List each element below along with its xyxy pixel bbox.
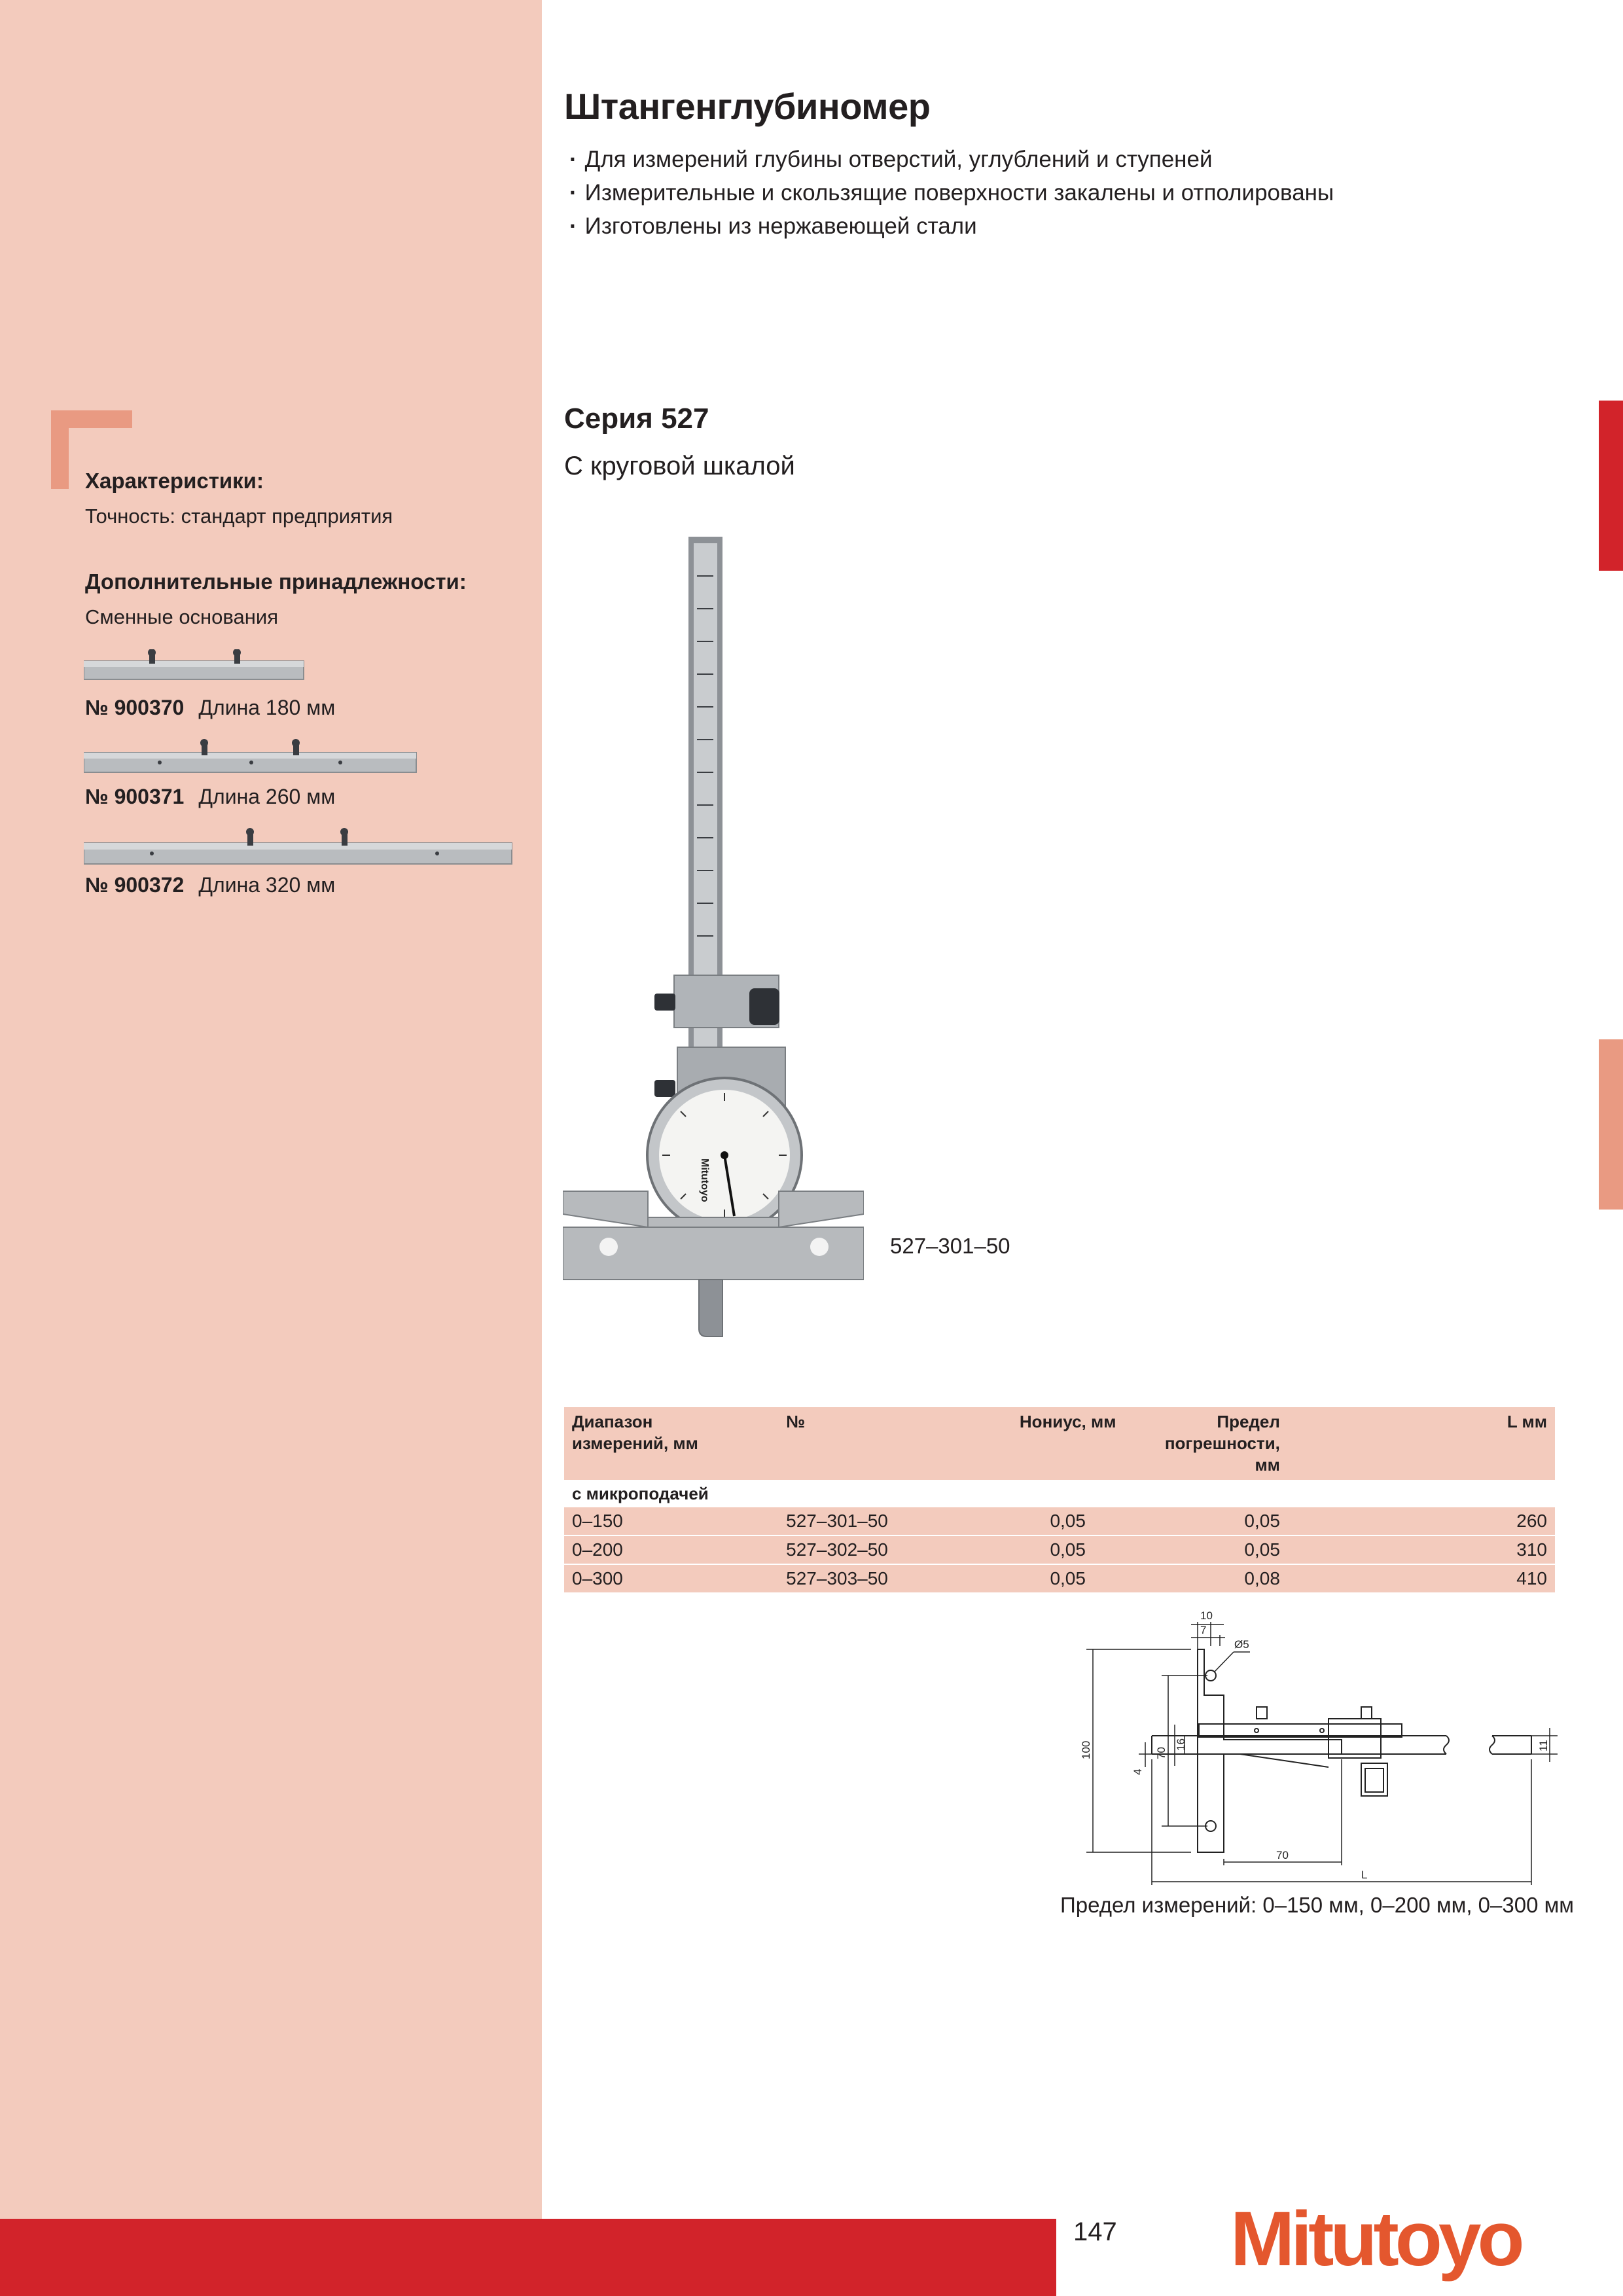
header-length: L мм	[1476, 1407, 1555, 1480]
dimension-drawing	[1060, 1590, 1558, 1892]
dim-L: L	[1361, 1869, 1368, 1881]
cell-vernier: 0,05	[979, 1507, 1157, 1535]
base-length: Длина 260 мм	[198, 785, 336, 808]
base-900371-label	[85, 785, 335, 809]
base-900372-label	[85, 873, 335, 897]
page-number: 147	[1073, 2217, 1117, 2246]
base-code: № 900372	[85, 873, 185, 897]
cell-range: 0–300	[564, 1564, 757, 1592]
feature-list	[564, 143, 1334, 243]
sidebar-panel	[0, 0, 542, 2296]
cell-code: 527–301–50	[757, 1507, 978, 1535]
cell-length: 310	[1476, 1535, 1555, 1564]
drawing-caption: Предел измерений: 0–150 мм, 0–200 мм, 0–300 мм	[1060, 1893, 1574, 1917]
dim-7: 7	[1200, 1624, 1207, 1636]
accessories-heading: Дополнительные принадлежности:	[85, 569, 467, 594]
accessories-subheading: Сменные основания	[85, 605, 278, 628]
photo-caption: 527–301–50	[890, 1234, 1010, 1258]
base-length: Длина 180 мм	[198, 696, 336, 719]
cell-vernier: 0,05	[979, 1535, 1157, 1564]
characteristics-heading: Характеристики:	[85, 469, 264, 493]
header-vernier: Нониус, мм	[979, 1407, 1157, 1480]
section-tab-pink	[1599, 1039, 1623, 1210]
base-code: № 900370	[85, 696, 185, 719]
base-900370-image	[84, 649, 306, 682]
cell-length: 410	[1476, 1564, 1555, 1592]
cell-code: 527–302–50	[757, 1535, 978, 1564]
dim-70-vertical: 70	[1155, 1747, 1168, 1759]
dim-70-horizontal: 70	[1276, 1849, 1289, 1861]
cell-range: 0–200	[564, 1535, 757, 1564]
header-error: Предел погрешности, мм	[1157, 1407, 1476, 1480]
cell-error: 0,08	[1157, 1564, 1476, 1592]
header-range: Диапазон измерений, мм	[564, 1407, 757, 1480]
table-group-row	[564, 1480, 1555, 1507]
header-code: №	[757, 1407, 978, 1480]
table-header-row	[564, 1407, 1555, 1480]
base-length: Длина 320 мм	[198, 873, 336, 897]
cell-range: 0–150	[564, 1507, 757, 1535]
base-900372-image	[84, 827, 516, 867]
cell-length: 260	[1476, 1507, 1555, 1535]
dim-4: 4	[1132, 1768, 1144, 1775]
accuracy-text: Точность: стандарт предприятия	[85, 505, 393, 528]
table-row	[564, 1535, 1555, 1564]
dial-brand: Mitutoyo	[699, 1158, 710, 1202]
dim-10: 10	[1200, 1609, 1213, 1622]
dim-16: 16	[1175, 1738, 1187, 1751]
feature-item: · Изготовлены из нержавеющей стали	[564, 209, 1334, 243]
cell-error: 0,05	[1157, 1507, 1476, 1535]
footer-bar	[0, 2219, 1056, 2296]
dim-hole: Ø5	[1234, 1638, 1249, 1651]
group-label: с микроподачей	[572, 1483, 709, 1503]
base-900371-image	[84, 738, 424, 775]
cell-code: 527–303–50	[757, 1564, 978, 1592]
dim-100: 100	[1080, 1740, 1092, 1759]
table-row	[564, 1507, 1555, 1535]
feature-item: · Для измерений глубины отверстий, углублений и ступеней	[564, 143, 1334, 176]
table-row	[564, 1564, 1555, 1592]
brand-logo: Mitutoyo	[1230, 2196, 1521, 2282]
dim-11: 11	[1537, 1740, 1550, 1751]
series-subtitle: С круговой шкалой	[564, 452, 795, 480]
cell-vernier: 0,05	[979, 1564, 1157, 1592]
base-code: № 900371	[85, 785, 185, 808]
section-tab-red	[1599, 401, 1623, 571]
depth-gauge-photo	[563, 537, 864, 1342]
page-title: Штангенглубиномер	[564, 86, 931, 127]
cell-error: 0,05	[1157, 1535, 1476, 1564]
spec-table	[564, 1407, 1555, 1592]
feature-item: · Измерительные и скользящие поверхности закалены и отполированы	[564, 176, 1334, 209]
series-heading: Серия 527	[564, 403, 709, 435]
base-900370-label	[85, 696, 335, 720]
